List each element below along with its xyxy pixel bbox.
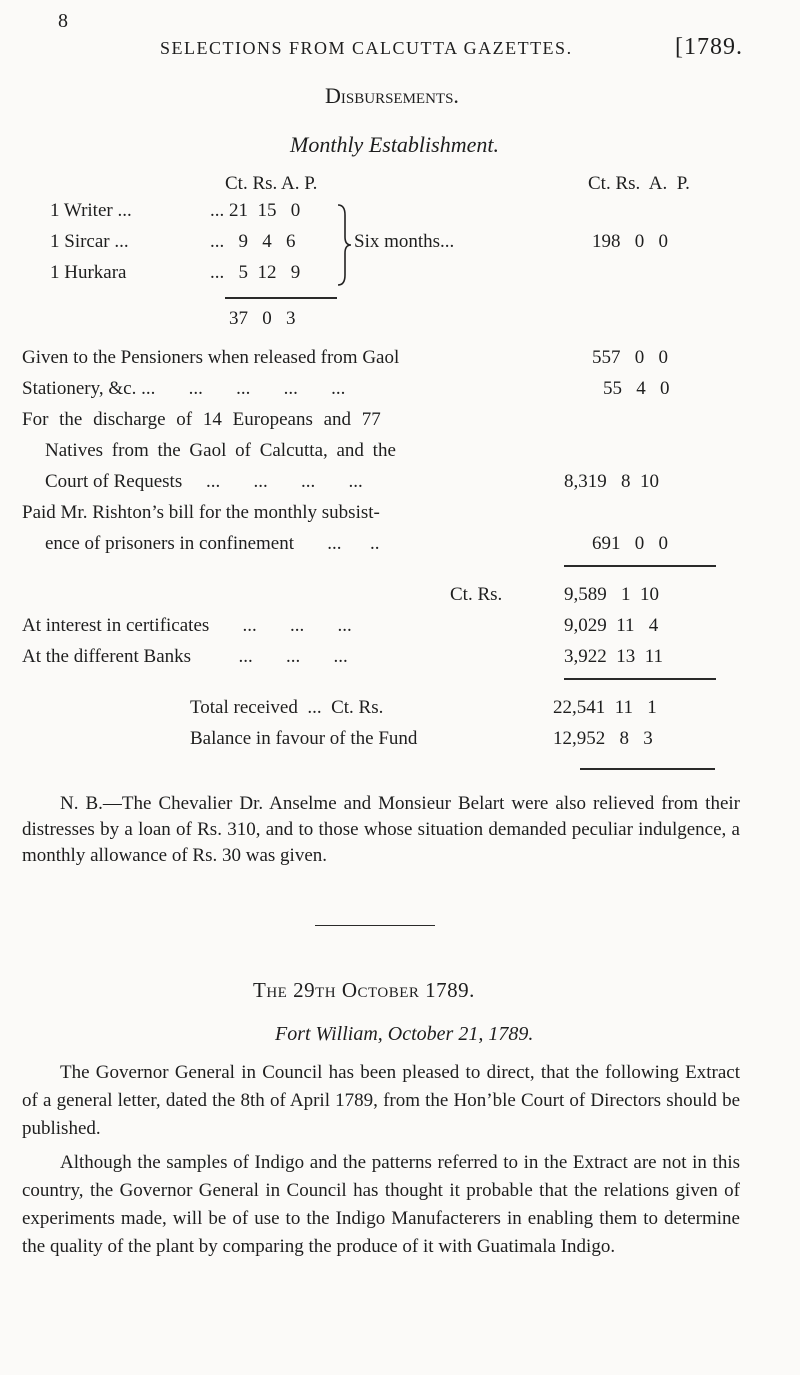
page-year: [1789. (675, 34, 743, 60)
body-paragraph-1: The Governor General in Council has been pleased to direct, that the following Extract of a general letter, dated the 8th of April 1789, from the Hon’ble Court of Directors should be published. (22, 1062, 740, 1139)
item-amount: 691 0 0 (592, 533, 668, 554)
balance-label: Balance in favour of the Fund (190, 728, 418, 749)
section-title: Disbursements. (325, 83, 459, 108)
establishment-amount: ... 5 12 9 (210, 262, 301, 283)
balance-amount: 12,952 8 3 (553, 728, 653, 749)
total-received-amount: 22,541 11 1 (553, 697, 657, 718)
item-text: ence of prisoners in confinement ... .. (45, 533, 380, 554)
total-received-label: Total received ... Ct. Rs. (190, 697, 384, 718)
banks-label: At the different Banks ... ... ... (22, 646, 348, 667)
establishment-subtotal: 37 0 3 (229, 308, 296, 329)
establishment-amount: ... 9 4 6 (210, 231, 296, 252)
item-text: Natives from the Gaol of Calcutta, and the (45, 440, 396, 461)
place-date: Fort William, October 21, 1789. (275, 1023, 534, 1045)
sum-label: Ct. Rs. (450, 584, 503, 605)
running-title: SELECTIONS FROM CALCUTTA GAZETTES. (160, 38, 573, 58)
body-paragraph-2: Although the samples of Indigo and the patterns referred to in the Extract are not in this country, the Governor General in Council has thought it probable that the relations given of experiments made, will be of use to the Indigo Manufacterers in enabling them to determine the quality of the plant by comparing the produce of it with Guatimala Indigo. (22, 1152, 740, 1257)
section-divider (315, 925, 435, 926)
total-rule (564, 678, 716, 680)
item-amount: 557 0 0 (592, 347, 668, 368)
balance-rule (580, 768, 715, 770)
establishment-amount: ... 21 15 0 (210, 200, 301, 221)
establishment-label: 1 Writer ... (50, 200, 132, 221)
curly-brace-icon (336, 203, 352, 287)
subtitle: Monthly Establishment. (290, 132, 499, 157)
item-text: Stationery, &c. ... ... ... ... ... (22, 378, 346, 399)
certificates-amount: 9,029 11 4 (564, 615, 659, 636)
bracket-label: Six months... (354, 231, 455, 252)
establishment-label: 1 Hurkara (50, 262, 127, 283)
subtotal-rule (225, 297, 337, 299)
item-amount: 55 4 0 (603, 378, 670, 399)
item-text: Given to the Pensioners when released from Gaol (22, 347, 400, 368)
item-text: For the discharge of 14 Europeans and 77 (22, 409, 381, 430)
item-text: Paid Mr. Rishton’s bill for the monthly subsist- (22, 502, 380, 523)
right-units-header: Ct. Rs. A. P. (588, 173, 690, 194)
banks-amount: 3,922 13 11 (564, 646, 664, 667)
page-number: 8 (58, 10, 69, 32)
dateline: The 29th October 1789. (253, 978, 475, 1002)
sum-amount: 9,589 1 10 (564, 584, 659, 605)
sum-rule (564, 565, 716, 567)
left-units-header: Ct. Rs. A. P. (225, 173, 318, 194)
item-text: Court of Requests ... ... ... ... (45, 471, 363, 492)
note-paragraph: N. B.—The Chevalier Dr. Anselme and Monsieur Belart were also relieved from their distresses by a loan of Rs. 310, and to those whose situation demanded peculiar indulgence, a monthly allowance of Rs. 30 was given. (22, 793, 740, 866)
item-amount: 8,319 8 10 (564, 471, 659, 492)
bracket-total: 198 0 0 (592, 231, 668, 252)
establishment-label: 1 Sircar ... (50, 231, 129, 252)
certificates-label: At interest in certificates ... ... ... (22, 615, 352, 636)
